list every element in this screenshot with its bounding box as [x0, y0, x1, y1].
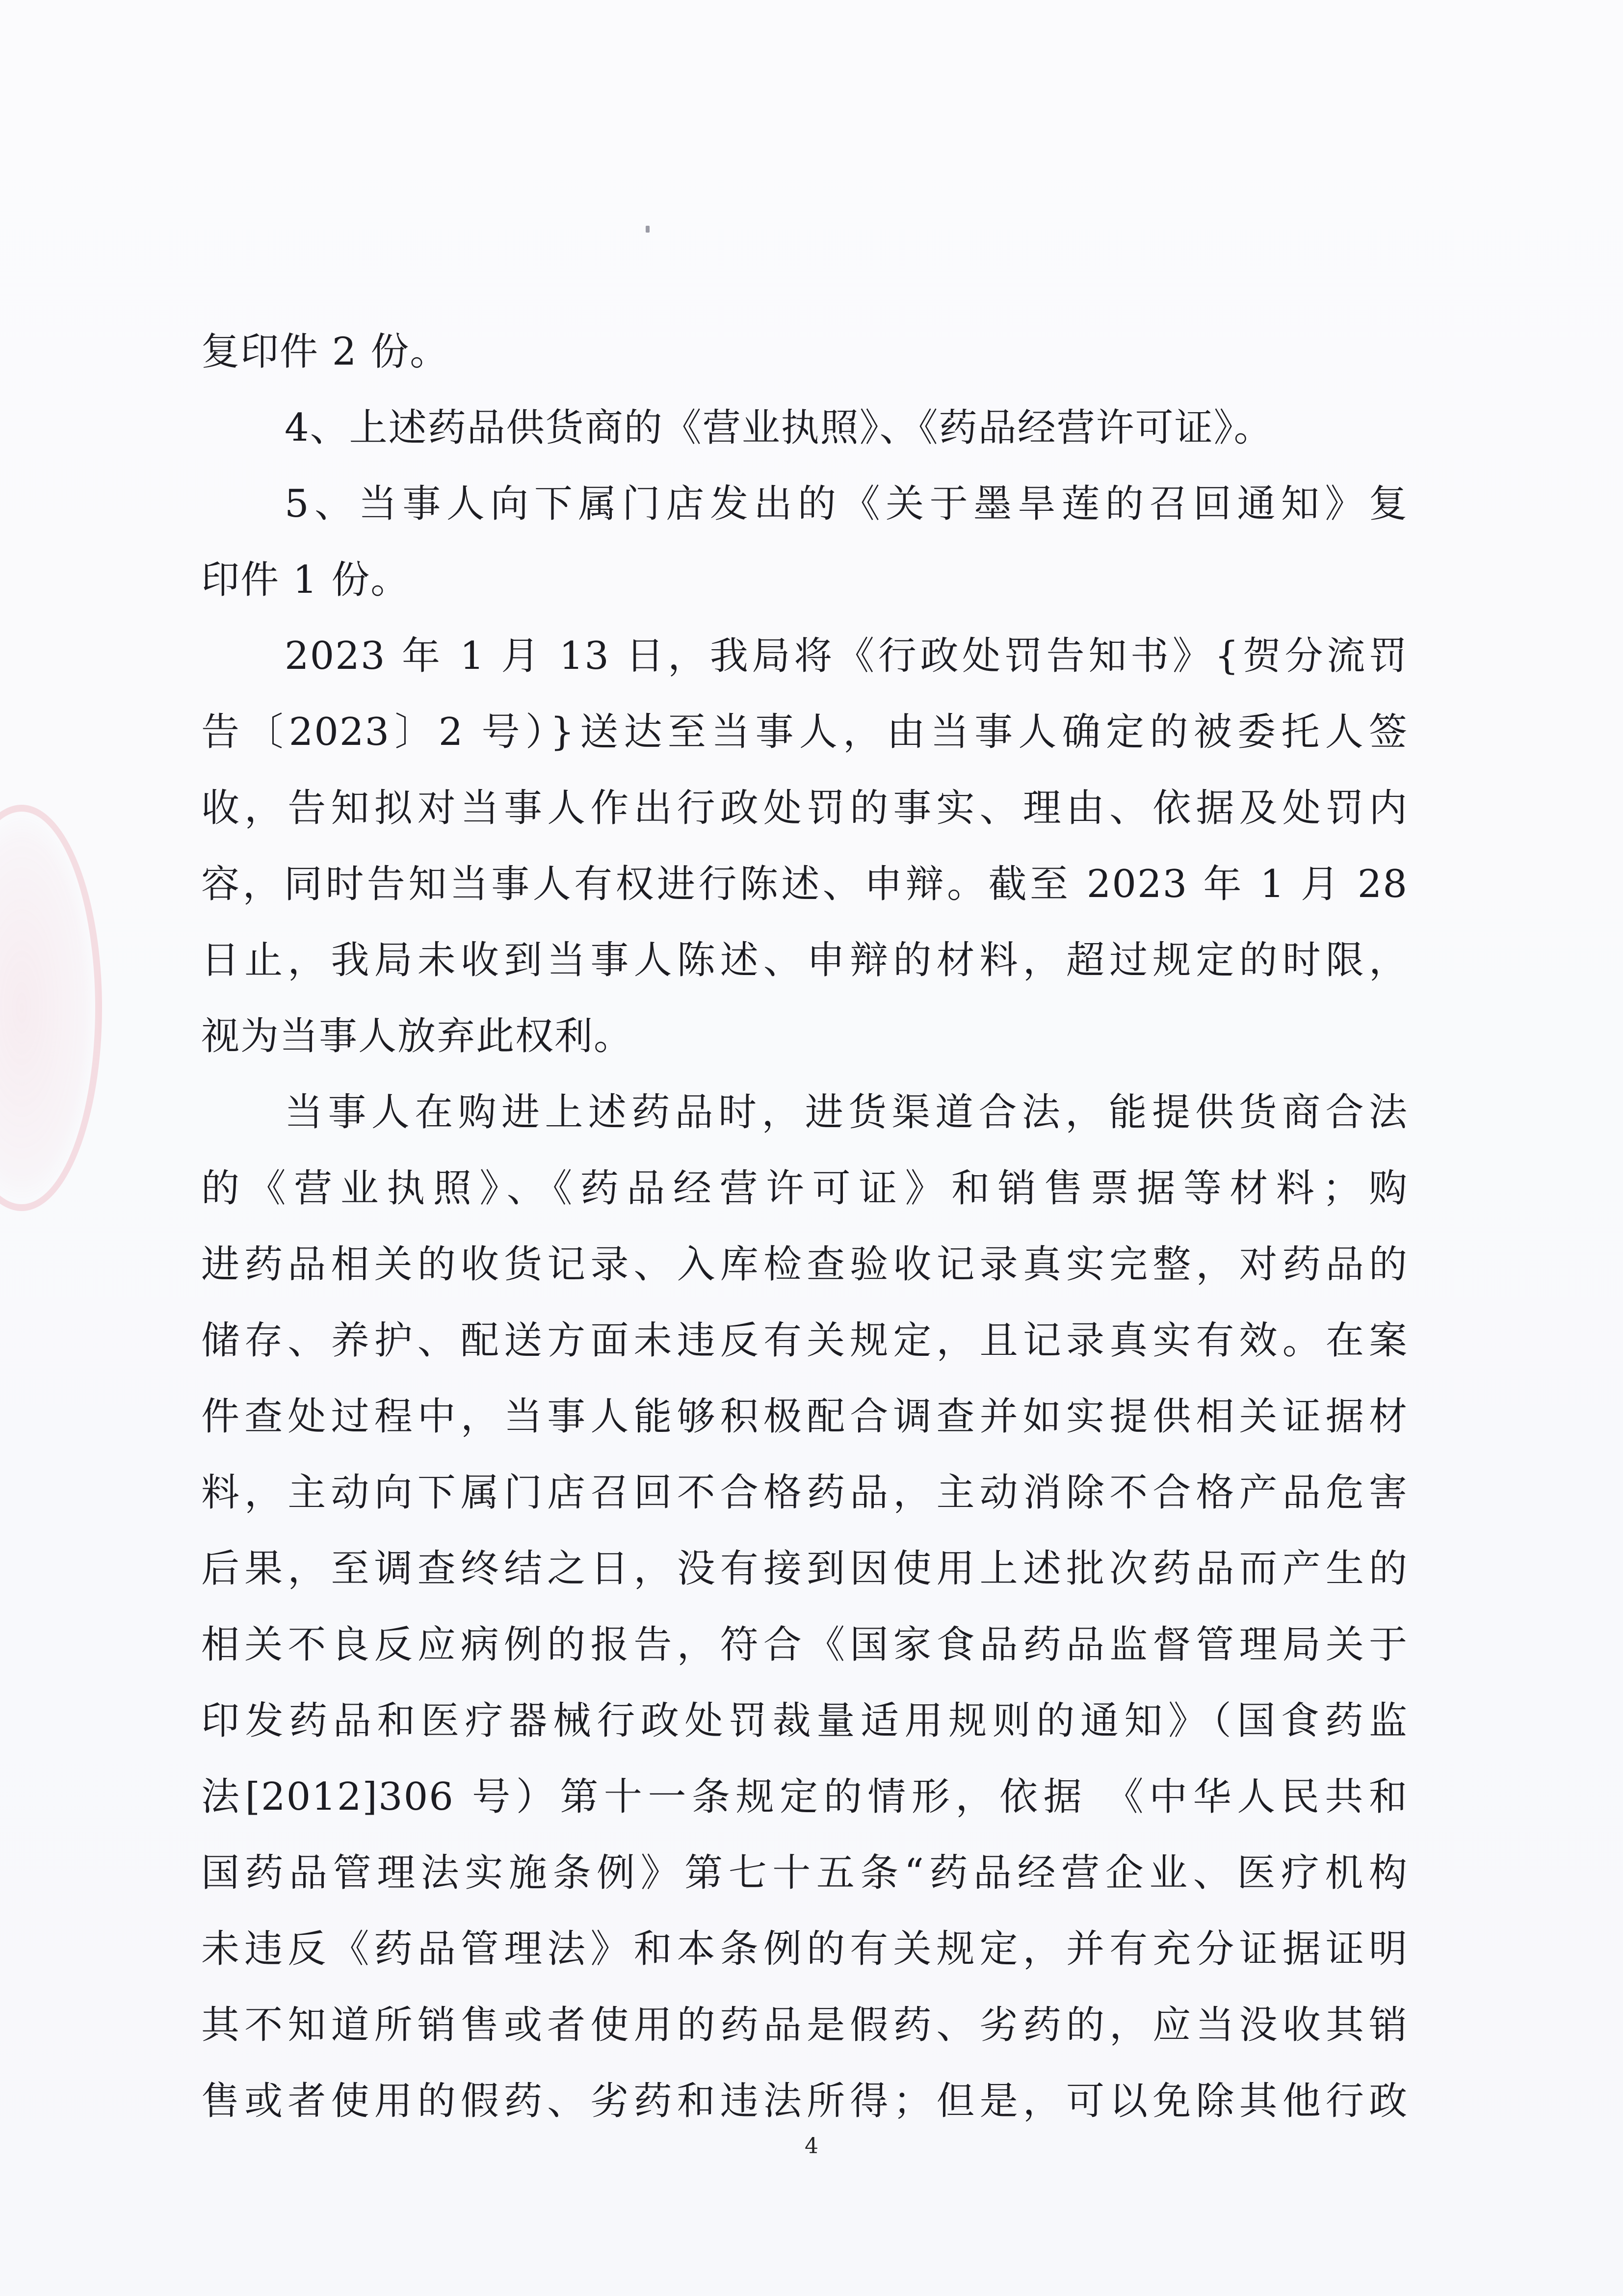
body-line: 日止，我局未收到当事人陈述、申辩的材料，超过规定的时限，	[201, 938, 1408, 982]
body-line: 5、当事人向下属门店发出的《关于墨旱莲的召回通知》复	[285, 482, 1408, 526]
body-line: 收，告知拟对当事人作出行政处罚的事实、理由、依据及处罚内	[201, 786, 1408, 830]
body-line: 印发药品和医疗器械行政处罚裁量适用规则的通知》（国食药监	[201, 1699, 1408, 1743]
body-line: 复印件 2 份。	[201, 330, 449, 374]
scan-speck	[646, 226, 650, 233]
body-line: 的《营业执照》、《药品经营许可证》和销售票据等材料；购	[201, 1166, 1408, 1211]
body-line: 4、上述药品供货商的《营业执照》、《药品经营许可证》。	[285, 406, 1273, 450]
seal-stamp-partial	[0, 805, 102, 1211]
body-line: 印件 1 份。	[201, 558, 410, 602]
body-line: 储存、养护、配送方面未违反有关规定，且记录真实有效。在案	[201, 1319, 1408, 1363]
body-line: 其不知道所销售或者使用的药品是假药、劣药的，应当没收其销	[201, 2003, 1408, 2047]
body-line: 法[2012]306 号）第十一条规定的情形，依据 《中华人民共和	[201, 1775, 1408, 1819]
body-line: 当事人在购进上述药品时，进货渠道合法，能提供货商合法	[285, 1090, 1408, 1135]
body-line: 售或者使用的假药、劣药和违法所得；但是，可以免除其他行政	[201, 2079, 1408, 2123]
body-line: 料，主动向下属门店召回不合格药品，主动消除不合格产品危害	[201, 1471, 1408, 1515]
body-line: 告〔2023〕2 号）}送达至当事人，由当事人确定的被委托人签	[201, 710, 1408, 754]
body-line: 相关不良反应病例的报告，符合《国家食品药品监督管理局关于	[201, 1623, 1408, 1667]
page-number: 4	[805, 2134, 818, 2159]
body-line: 容，同时告知当事人有权进行陈述、申辩。截至 2023 年 1 月 28	[201, 862, 1408, 906]
body-line: 进药品相关的收货记录、入库检查验收记录真实完整，对药品的	[201, 1242, 1408, 1287]
body-line: 未违反《药品管理法》和本条例的有关规定，并有充分证据证明	[201, 1927, 1408, 1971]
body-line: 件查处过程中，当事人能够积极配合调查并如实提供相关证据材	[201, 1395, 1408, 1439]
body-line: 后果，至调查终结之日，没有接到因使用上述批次药品而产生的	[201, 1547, 1408, 1591]
body-line: 2023 年 1 月 13 日，我局将《行政处罚告知书》{贺分流罚	[285, 634, 1408, 678]
document-body	[201, 314, 1408, 2139]
body-line: 国药品管理法实施条例》第七十五条“药品经营企业、医疗机构	[201, 1851, 1408, 1895]
body-line: 视为当事人放弃此权利。	[201, 1014, 633, 1058]
